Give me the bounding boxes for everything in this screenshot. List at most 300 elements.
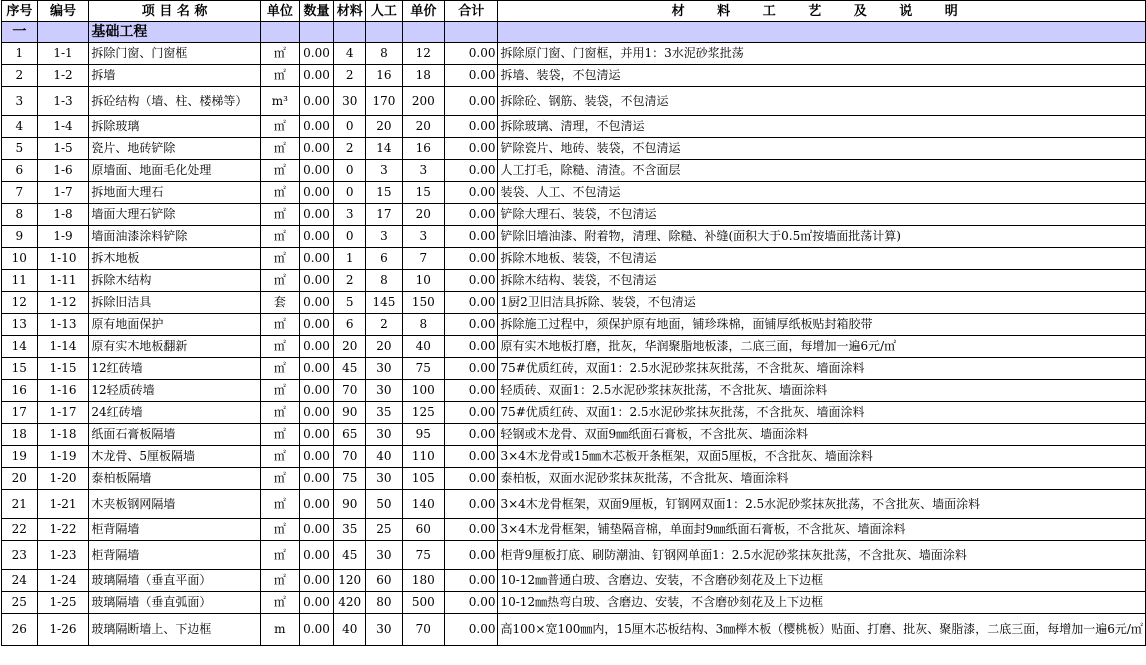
row-unit: ㎡ <box>260 336 299 358</box>
row-unit: ㎡ <box>260 402 299 424</box>
row-labor: 50 <box>366 490 402 519</box>
row-price: 15 <box>402 182 445 204</box>
row-unit: ㎡ <box>260 43 299 65</box>
table-row <box>2 541 1146 570</box>
row-material: 30 <box>334 87 366 116</box>
row-unit: ㎡ <box>260 358 299 380</box>
row-labor: 80 <box>366 592 402 614</box>
row-price: 16 <box>402 138 445 160</box>
row-name: 24红砖墙 <box>89 402 260 424</box>
row-description: 1厨2卫旧洁具拆除、装袋，不包清运 <box>498 292 1146 314</box>
table-row <box>2 402 1146 424</box>
row-total: 0.00 <box>445 424 498 446</box>
row-price: 3 <box>402 160 445 182</box>
row-labor: 20 <box>366 336 402 358</box>
row-seq: 16 <box>2 380 38 402</box>
row-qty: 0.00 <box>299 160 333 182</box>
row-code: 1-10 <box>37 248 89 270</box>
row-name: 木夹板钢网隔墙 <box>89 490 260 519</box>
row-total: 0.00 <box>445 138 498 160</box>
header-qty: 数量 <box>299 1 333 22</box>
row-seq: 18 <box>2 424 38 446</box>
row-code: 1-26 <box>37 614 89 646</box>
row-qty: 0.00 <box>299 402 333 424</box>
row-total: 0.00 <box>445 314 498 336</box>
table-row <box>2 87 1146 116</box>
row-qty: 0.00 <box>299 424 333 446</box>
row-labor: 8 <box>366 43 402 65</box>
row-price: 75 <box>402 541 445 570</box>
row-name: 玻璃隔墙（垂直平面） <box>89 570 260 592</box>
row-total: 0.00 <box>445 541 498 570</box>
row-seq: 22 <box>2 519 38 541</box>
table-row <box>2 336 1146 358</box>
row-total: 0.00 <box>445 490 498 519</box>
row-unit: ㎡ <box>260 270 299 292</box>
row-seq: 21 <box>2 490 38 519</box>
row-unit: ㎡ <box>260 570 299 592</box>
row-labor: 15 <box>366 182 402 204</box>
row-unit: ㎡ <box>260 182 299 204</box>
header-price: 单价 <box>402 1 445 22</box>
header-unit: 单位 <box>260 1 299 22</box>
row-description: 拆除玻璃、清理，不包清运 <box>498 116 1146 138</box>
row-material: 70 <box>334 380 366 402</box>
row-labor: 35 <box>366 402 402 424</box>
row-material: 120 <box>334 570 366 592</box>
row-name: 柜背隔墙 <box>89 519 260 541</box>
row-name: 12轻质砖墙 <box>89 380 260 402</box>
row-name: 玻璃隔墙（垂直弧面） <box>89 592 260 614</box>
row-qty: 0.00 <box>299 292 333 314</box>
row-unit: ㎡ <box>260 541 299 570</box>
row-qty: 0.00 <box>299 226 333 248</box>
row-material: 40 <box>334 614 366 646</box>
row-unit: ㎡ <box>260 204 299 226</box>
row-code: 1-13 <box>37 314 89 336</box>
row-labor: 145 <box>366 292 402 314</box>
row-unit: ㎡ <box>260 314 299 336</box>
row-description: 铲除大理石、装袋，不包清运 <box>498 204 1146 226</box>
row-description: 3×4木龙骨框架，双面9厘板，钉钢网双面1：2.5水泥砂浆抹灰批荡，不含批灰、墙面涂料 <box>498 490 1146 519</box>
table-row <box>2 65 1146 87</box>
row-code: 1-18 <box>37 424 89 446</box>
row-seq: 9 <box>2 226 38 248</box>
row-labor: 20 <box>366 116 402 138</box>
row-material: 3 <box>334 204 366 226</box>
row-seq: 6 <box>2 160 38 182</box>
row-qty: 0.00 <box>299 87 333 116</box>
row-material: 20 <box>334 336 366 358</box>
row-unit: ㎡ <box>260 468 299 490</box>
row-code: 1-6 <box>37 160 89 182</box>
row-labor: 30 <box>366 614 402 646</box>
row-code: 1-22 <box>37 519 89 541</box>
row-qty: 0.00 <box>299 336 333 358</box>
row-name: 拆除旧洁具 <box>89 292 260 314</box>
row-qty: 0.00 <box>299 314 333 336</box>
table-row <box>2 358 1146 380</box>
row-seq: 14 <box>2 336 38 358</box>
row-qty: 0.00 <box>299 614 333 646</box>
row-description: 人工打毛，除糙、清渣。不含面层 <box>498 160 1146 182</box>
row-labor: 14 <box>366 138 402 160</box>
row-price: 10 <box>402 270 445 292</box>
header-material: 材料 <box>334 1 366 22</box>
row-code: 1-17 <box>37 402 89 424</box>
header-total: 合计 <box>445 1 498 22</box>
row-total: 0.00 <box>445 270 498 292</box>
row-total: 0.00 <box>445 116 498 138</box>
table-row <box>2 138 1146 160</box>
row-description: 拆墙、装袋，不包清运 <box>498 65 1146 87</box>
row-labor: 60 <box>366 570 402 592</box>
row-description: 原有实木地板打磨，批灰，华润聚脂地板漆，二底三面，每增加一遍6元/㎡ <box>498 336 1146 358</box>
row-price: 110 <box>402 446 445 468</box>
table-row <box>2 592 1146 614</box>
row-price: 8 <box>402 314 445 336</box>
row-code: 1-4 <box>37 116 89 138</box>
row-total: 0.00 <box>445 592 498 614</box>
row-description: 泰柏板，双面水泥砂浆抹灰批荡，不含批灰、墙面涂料 <box>498 468 1146 490</box>
row-name: 墙面大理石铲除 <box>89 204 260 226</box>
row-material: 0 <box>334 226 366 248</box>
row-unit: ㎡ <box>260 226 299 248</box>
row-price: 18 <box>402 65 445 87</box>
row-qty: 0.00 <box>299 468 333 490</box>
row-material: 4 <box>334 43 366 65</box>
row-code: 1-24 <box>37 570 89 592</box>
row-name: 拆墙 <box>89 65 260 87</box>
row-description: 高100×宽100㎜内，15厘木芯板结构、3㎜榉木板（樱桃板）贴面、打磨、批灰、聚脂漆，二底三面，每增加一遍6元/㎡ <box>498 614 1146 646</box>
header-name: 项 目 名 称 <box>89 1 260 22</box>
row-code: 1-16 <box>37 380 89 402</box>
row-name: 墙面油漆涂料铲除 <box>89 226 260 248</box>
row-price: 75 <box>402 358 445 380</box>
row-material: 6 <box>334 314 366 336</box>
row-code: 1-23 <box>37 541 89 570</box>
row-price: 500 <box>402 592 445 614</box>
row-labor: 30 <box>366 468 402 490</box>
row-price: 7 <box>402 248 445 270</box>
row-unit: ㎡ <box>260 446 299 468</box>
row-material: 2 <box>334 270 366 292</box>
header-row <box>2 1 1146 22</box>
row-code: 1-3 <box>37 87 89 116</box>
row-total: 0.00 <box>445 204 498 226</box>
row-seq: 11 <box>2 270 38 292</box>
row-seq: 4 <box>2 116 38 138</box>
row-name: 原有实木地板翻新 <box>89 336 260 358</box>
row-price: 105 <box>402 468 445 490</box>
row-seq: 23 <box>2 541 38 570</box>
row-name: 拆除玻璃 <box>89 116 260 138</box>
row-total: 0.00 <box>445 65 498 87</box>
row-name: 泰柏板隔墙 <box>89 468 260 490</box>
row-name: 原墙面、地面毛化处理 <box>89 160 260 182</box>
table-row <box>2 160 1146 182</box>
row-price: 12 <box>402 43 445 65</box>
row-total: 0.00 <box>445 87 498 116</box>
row-labor: 30 <box>366 541 402 570</box>
table-row <box>2 182 1146 204</box>
row-total: 0.00 <box>445 380 498 402</box>
header-code: 编号 <box>37 1 89 22</box>
row-unit: ㎡ <box>260 65 299 87</box>
row-total: 0.00 <box>445 614 498 646</box>
row-code: 1-11 <box>37 270 89 292</box>
row-name: 拆除门窗、门窗框 <box>89 43 260 65</box>
row-price: 3 <box>402 226 445 248</box>
row-unit: 套 <box>260 292 299 314</box>
row-labor: 30 <box>366 380 402 402</box>
row-total: 0.00 <box>445 160 498 182</box>
row-total: 0.00 <box>445 182 498 204</box>
table-row <box>2 570 1146 592</box>
row-seq: 1 <box>2 43 38 65</box>
row-total: 0.00 <box>445 248 498 270</box>
row-name: 原有地面保护 <box>89 314 260 336</box>
row-seq: 2 <box>2 65 38 87</box>
table-row <box>2 248 1146 270</box>
section-row <box>2 22 1146 43</box>
row-name: 拆砼结构（墙、柱、楼梯等） <box>89 87 260 116</box>
row-description: 拆除原门窗、门窗框，并用1：3水泥砂浆批荡 <box>498 43 1146 65</box>
row-qty: 0.00 <box>299 116 333 138</box>
row-seq: 8 <box>2 204 38 226</box>
sheet-body <box>2 1 1146 646</box>
row-seq: 15 <box>2 358 38 380</box>
row-unit: ㎡ <box>260 138 299 160</box>
row-material: 90 <box>334 402 366 424</box>
row-seq: 20 <box>2 468 38 490</box>
row-material: 70 <box>334 446 366 468</box>
row-description: 装袋、人工、不包清运 <box>498 182 1146 204</box>
row-labor: 8 <box>366 270 402 292</box>
row-description: 拆除砼、钢筋、装袋，不包清运 <box>498 87 1146 116</box>
row-description: 柜背9厘板打底、刷防潮油、钉钢网单面1：2.5水泥砂浆抹灰批荡，不含批灰、墙面涂料 <box>498 541 1146 570</box>
row-qty: 0.00 <box>299 270 333 292</box>
row-qty: 0.00 <box>299 570 333 592</box>
row-total: 0.00 <box>445 402 498 424</box>
row-qty: 0.00 <box>299 204 333 226</box>
row-description: 轻钢或木龙骨、双面9㎜纸面石膏板，不含批灰、墙面涂料 <box>498 424 1146 446</box>
row-total: 0.00 <box>445 468 498 490</box>
row-code: 1-21 <box>37 490 89 519</box>
row-material: 45 <box>334 358 366 380</box>
table-row <box>2 468 1146 490</box>
table-row <box>2 116 1146 138</box>
row-name: 瓷片、地砖铲除 <box>89 138 260 160</box>
table-row <box>2 424 1146 446</box>
row-material: 1 <box>334 248 366 270</box>
row-code: 1-9 <box>37 226 89 248</box>
row-seq: 7 <box>2 182 38 204</box>
row-material: 0 <box>334 160 366 182</box>
row-unit: ㎡ <box>260 160 299 182</box>
row-labor: 3 <box>366 226 402 248</box>
row-unit: ㎡ <box>260 424 299 446</box>
row-unit: ㎡ <box>260 116 299 138</box>
row-labor: 2 <box>366 314 402 336</box>
row-qty: 0.00 <box>299 380 333 402</box>
row-price: 140 <box>402 490 445 519</box>
row-name: 纸面石膏板隔墙 <box>89 424 260 446</box>
row-labor: 170 <box>366 87 402 116</box>
row-price: 180 <box>402 570 445 592</box>
row-code: 1-7 <box>37 182 89 204</box>
row-material: 90 <box>334 490 366 519</box>
row-code: 1-12 <box>37 292 89 314</box>
row-material: 0 <box>334 182 366 204</box>
row-total: 0.00 <box>445 519 498 541</box>
row-qty: 0.00 <box>299 446 333 468</box>
row-code: 1-19 <box>37 446 89 468</box>
row-description: 10-12㎜普通白玻、含磨边、安装，不含磨砂刻花及上下边框 <box>498 570 1146 592</box>
row-qty: 0.00 <box>299 519 333 541</box>
row-description: 75#优质红砖，双面1：2.5水泥砂浆抹灰批荡，不含批灰、墙面涂料 <box>498 358 1146 380</box>
row-total: 0.00 <box>445 226 498 248</box>
row-name: 12红砖墙 <box>89 358 260 380</box>
table-row <box>2 614 1146 646</box>
row-material: 65 <box>334 424 366 446</box>
row-name: 拆除木结构 <box>89 270 260 292</box>
header-seq: 序号 <box>2 1 38 22</box>
row-total: 0.00 <box>445 570 498 592</box>
row-description: 拆除木结构、装袋，不包清运 <box>498 270 1146 292</box>
row-name: 木龙骨、5厘板隔墙 <box>89 446 260 468</box>
row-total: 0.00 <box>445 43 498 65</box>
row-material: 420 <box>334 592 366 614</box>
row-qty: 0.00 <box>299 182 333 204</box>
row-price: 125 <box>402 402 445 424</box>
row-seq: 3 <box>2 87 38 116</box>
row-description: 拆除木地板、装袋，不包清运 <box>498 248 1146 270</box>
row-seq: 12 <box>2 292 38 314</box>
row-description: 轻质砖、双面1：2.5水泥砂浆抹灰批荡，不含批灰、墙面涂料 <box>498 380 1146 402</box>
row-seq: 17 <box>2 402 38 424</box>
row-total: 0.00 <box>445 358 498 380</box>
row-labor: 17 <box>366 204 402 226</box>
price-sheet <box>1 0 1146 646</box>
row-material: 5 <box>334 292 366 314</box>
row-material: 2 <box>334 138 366 160</box>
row-seq: 19 <box>2 446 38 468</box>
row-price: 20 <box>402 116 445 138</box>
row-seq: 5 <box>2 138 38 160</box>
row-unit: m³ <box>260 87 299 116</box>
row-price: 60 <box>402 519 445 541</box>
row-qty: 0.00 <box>299 138 333 160</box>
row-description: 3×4木龙骨框架，铺垫隔音棉，单面封9㎜纸面石膏板，不含批灰、墙面涂料 <box>498 519 1146 541</box>
row-material: 75 <box>334 468 366 490</box>
row-price: 20 <box>402 204 445 226</box>
row-labor: 30 <box>366 358 402 380</box>
table-row <box>2 519 1146 541</box>
row-labor: 16 <box>366 65 402 87</box>
row-qty: 0.00 <box>299 592 333 614</box>
row-seq: 26 <box>2 614 38 646</box>
row-code: 1-14 <box>37 336 89 358</box>
row-unit: ㎡ <box>260 490 299 519</box>
row-qty: 0.00 <box>299 358 333 380</box>
row-description: 10-12㎜热弯白玻、含磨边、安装，不含磨砂刻花及上下边框 <box>498 592 1146 614</box>
row-qty: 0.00 <box>299 490 333 519</box>
header-description: 材 料 工 艺 及 说 明 <box>498 1 1146 22</box>
row-name: 柜背隔墙 <box>89 541 260 570</box>
row-code: 1-2 <box>37 65 89 87</box>
row-code: 1-25 <box>37 592 89 614</box>
row-qty: 0.00 <box>299 65 333 87</box>
row-code: 1-20 <box>37 468 89 490</box>
row-price: 100 <box>402 380 445 402</box>
row-qty: 0.00 <box>299 43 333 65</box>
section-index: 一 <box>2 22 38 43</box>
table-row <box>2 43 1146 65</box>
row-description: 铲除旧墙油漆、附着物，清理、除糙、补缝(面积大于0.5㎡按墙面批荡计算) <box>498 226 1146 248</box>
row-description: 75#优质红砖、双面1：2.5水泥砂浆抹灰批荡，不含批灰、墙面涂料 <box>498 402 1146 424</box>
section-title: 基础工程 <box>89 22 260 43</box>
row-labor: 30 <box>366 424 402 446</box>
row-labor: 6 <box>366 248 402 270</box>
row-unit: ㎡ <box>260 519 299 541</box>
row-code: 1-1 <box>37 43 89 65</box>
table-row <box>2 270 1146 292</box>
row-material: 35 <box>334 519 366 541</box>
row-unit: ㎡ <box>260 592 299 614</box>
table-row <box>2 380 1146 402</box>
row-description: 3×4木龙骨或15㎜木芯板开条框架，双面5厘板，不含批灰、墙面涂料 <box>498 446 1146 468</box>
row-labor: 25 <box>366 519 402 541</box>
row-unit: m <box>260 614 299 646</box>
row-price: 70 <box>402 614 445 646</box>
row-qty: 0.00 <box>299 248 333 270</box>
row-code: 1-8 <box>37 204 89 226</box>
row-seq: 24 <box>2 570 38 592</box>
header-labor: 人工 <box>366 1 402 22</box>
row-unit: ㎡ <box>260 248 299 270</box>
row-total: 0.00 <box>445 292 498 314</box>
row-description: 铲除瓷片、地砖、装袋，不包清运 <box>498 138 1146 160</box>
row-qty: 0.00 <box>299 541 333 570</box>
row-labor: 40 <box>366 446 402 468</box>
row-seq: 13 <box>2 314 38 336</box>
table-row <box>2 446 1146 468</box>
table-row <box>2 204 1146 226</box>
row-price: 40 <box>402 336 445 358</box>
row-code: 1-15 <box>37 358 89 380</box>
row-total: 0.00 <box>445 446 498 468</box>
row-name: 玻璃隔断墙上、下边框 <box>89 614 260 646</box>
row-code: 1-5 <box>37 138 89 160</box>
row-name: 拆地面大理石 <box>89 182 260 204</box>
table-row <box>2 292 1146 314</box>
row-material: 2 <box>334 65 366 87</box>
row-name: 拆木地板 <box>89 248 260 270</box>
table-row <box>2 226 1146 248</box>
row-material: 45 <box>334 541 366 570</box>
row-total: 0.00 <box>445 336 498 358</box>
table-row <box>2 490 1146 519</box>
row-unit: ㎡ <box>260 380 299 402</box>
row-seq: 10 <box>2 248 38 270</box>
row-material: 0 <box>334 116 366 138</box>
table-row <box>2 314 1146 336</box>
row-seq: 25 <box>2 592 38 614</box>
row-labor: 3 <box>366 160 402 182</box>
row-price: 200 <box>402 87 445 116</box>
row-price: 150 <box>402 292 445 314</box>
